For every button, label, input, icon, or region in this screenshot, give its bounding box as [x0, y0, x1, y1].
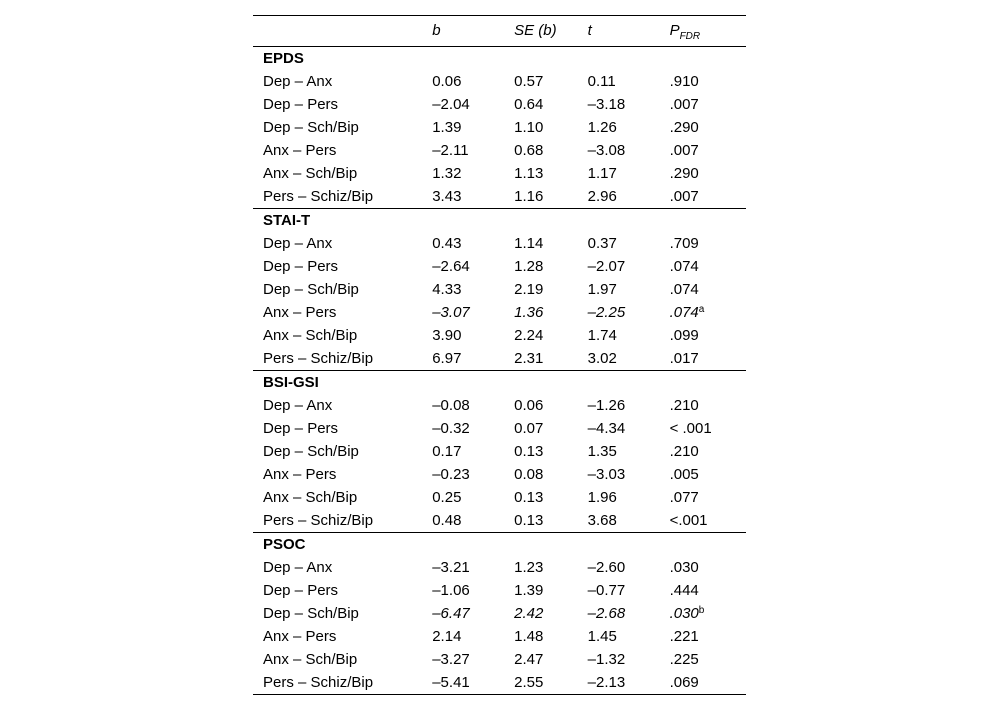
t-value-text: –0.77: [587, 582, 626, 599]
se-value-text: 0.13: [514, 512, 544, 529]
t-value-text: 1.26: [587, 119, 617, 136]
p-fdr-value-text: .074: [669, 258, 699, 275]
comparison-label: Anx – Pers: [263, 142, 337, 159]
b-value: [432, 394, 514, 417]
b-value: [432, 417, 514, 440]
p-fdr-value-text: .007: [669, 142, 699, 159]
comparison-label: Pers – Schiz/Bip: [263, 188, 374, 205]
se-value: [514, 347, 588, 371]
table-row: [253, 301, 746, 324]
regression-table: [253, 15, 746, 695]
p-fdr-value: [670, 185, 746, 209]
header-se: SE (b): [514, 16, 588, 47]
t-value: [588, 255, 670, 278]
header-row: [253, 16, 746, 47]
t-value-text: –3.03: [587, 466, 626, 483]
b-value: [432, 70, 514, 93]
p-fdr-value: [670, 347, 746, 371]
table-row: [253, 162, 746, 185]
b-value-text: –0.32: [432, 420, 470, 437]
t-value: [588, 93, 670, 116]
se-value-text: 1.16: [514, 188, 544, 205]
b-value-text: –3.07: [432, 304, 470, 321]
b-value: [432, 301, 514, 324]
comparison-label: Dep – Anx: [263, 73, 333, 90]
group-title: EPDS: [263, 50, 304, 67]
t-value-text: 1.17: [587, 165, 617, 182]
table-row: [253, 671, 746, 695]
t-value-text: –2.25: [587, 304, 626, 321]
t-value: [588, 671, 670, 695]
comparison-label: Anx – Sch/Bip: [263, 165, 358, 182]
se-value: [514, 394, 588, 417]
p-fdr-value: [670, 440, 746, 463]
table-row: [253, 278, 746, 301]
t-value-text: –2.13: [587, 674, 626, 691]
se-value: [514, 671, 588, 695]
comparison-label: Anx – Sch/Bip: [263, 489, 358, 506]
se-value-text: 2.31: [514, 350, 544, 367]
b-value-text: 0.17: [432, 443, 462, 460]
table-row: [253, 324, 746, 347]
p-fdr-value-text: .099: [669, 327, 699, 344]
se-value: [514, 278, 588, 301]
group-title: PSOC: [253, 533, 746, 557]
t-value-text: –2.07: [587, 258, 626, 275]
header-p-fdr: [670, 16, 746, 47]
t-value: [588, 556, 670, 579]
p-fdr-value: [670, 139, 746, 162]
se-value-text: 1.23: [514, 559, 544, 576]
b-value: [432, 324, 514, 347]
b-value: [432, 278, 514, 301]
se-value-text: 2.47: [514, 651, 544, 668]
t-value: [588, 440, 670, 463]
p-fdr-value-text: .074: [669, 281, 699, 298]
t-value-text: 1.97: [587, 281, 617, 298]
t-value: [588, 139, 670, 162]
t-value-text: 1.45: [587, 628, 617, 645]
b-value: [432, 671, 514, 695]
t-value-text: 1.35: [587, 443, 617, 460]
table-row: [253, 417, 746, 440]
b-value: [432, 347, 514, 371]
table-row: [253, 579, 746, 602]
t-value-text: 1.96: [587, 489, 617, 506]
p-fdr-value: [670, 232, 746, 255]
t-value: [588, 602, 670, 625]
p-fdr-value: [670, 70, 746, 93]
b-value-text: –1.06: [432, 582, 470, 599]
comparison-label: Anx – Sch/Bip: [263, 651, 358, 668]
table-row: [253, 70, 746, 93]
se-value: [514, 440, 588, 463]
b-value-text: 1.32: [432, 165, 462, 182]
table-row: [253, 116, 746, 139]
se-value: [514, 93, 588, 116]
se-value: [514, 185, 588, 209]
comparison-label: Dep – Sch/Bip: [263, 605, 359, 622]
t-value: [588, 648, 670, 671]
se-value-text: 1.10: [514, 119, 544, 136]
b-value: [432, 232, 514, 255]
b-value: [432, 463, 514, 486]
se-value-text: 1.14: [514, 235, 544, 252]
se-value: [514, 70, 588, 93]
comparison-label: Pers – Schiz/Bip: [253, 671, 432, 695]
p-fdr-value: [670, 671, 746, 695]
p-fdr-value: [670, 556, 746, 579]
group-title: STAI-T: [253, 209, 746, 233]
t-value-text: –3.18: [587, 96, 626, 113]
group-row: [253, 209, 746, 233]
se-value-text: 0.07: [514, 420, 544, 437]
b-value-text: –0.23: [432, 466, 470, 483]
p-fdr-value: [670, 394, 746, 417]
b-value: [432, 116, 514, 139]
b-value: [432, 162, 514, 185]
table-row: [253, 648, 746, 671]
table-row: [253, 93, 746, 116]
p-fdr-value-text: < .001: [669, 420, 712, 437]
comparison-label: Dep – Anx: [263, 559, 333, 576]
comparison-label: Anx – Pers: [263, 304, 337, 321]
p-fdr-value-text: .444: [669, 582, 699, 599]
b-value: [432, 579, 514, 602]
table-row: [253, 440, 746, 463]
p-fdr-value-text: .290: [669, 119, 699, 136]
t-value: [588, 579, 670, 602]
group-row: [253, 533, 746, 557]
comparison-label: Dep – Pers: [263, 96, 339, 113]
se-value-text: 2.42: [514, 605, 544, 622]
t-value-text: 3.68: [587, 512, 617, 529]
comparison-label: Dep – Sch/Bip: [263, 443, 359, 460]
p-fdr-value-text: .005: [669, 466, 699, 483]
t-value: [588, 116, 670, 139]
p-fdr-value-text: .290: [669, 165, 699, 182]
p-fdr-value-text: .210: [669, 443, 699, 460]
t-value-text: –3.08: [587, 142, 626, 159]
b-value: [432, 648, 514, 671]
p-fdr-value-text: .910: [669, 73, 699, 90]
se-value: [514, 579, 588, 602]
se-value-text: 1.39: [514, 582, 544, 599]
comparison-label: Dep – Sch/Bip: [263, 119, 359, 136]
t-value: [588, 232, 670, 255]
t-value: [588, 417, 670, 440]
p-fdr-value: [670, 116, 746, 139]
table-header: [253, 16, 746, 47]
b-value-text: –5.41: [432, 674, 470, 691]
p-fdr-value-text: .221: [669, 628, 699, 645]
p-fdr-value-text: .225: [669, 651, 699, 668]
p-fdr-value-text: .017: [669, 350, 699, 367]
se-value: [514, 139, 588, 162]
t-value: [588, 324, 670, 347]
header-t: t: [588, 16, 670, 47]
b-value-text: –3.21: [432, 559, 470, 576]
comparison-label: Pers – Schiz/Bip: [263, 350, 374, 367]
table-row: [253, 139, 746, 162]
p-fdr-value: [670, 324, 746, 347]
b-value-text: 0.25: [432, 489, 462, 506]
b-value-text: –2.64: [432, 258, 470, 275]
table-row: [253, 185, 746, 209]
se-value: [514, 486, 588, 509]
se-value: [514, 648, 588, 671]
se-value: [514, 162, 588, 185]
b-value-text: –0.08: [432, 397, 470, 414]
t-value-text: 2.96: [587, 188, 617, 205]
b-value-text: 0.06: [432, 73, 462, 90]
p-fdr-value-text: .709: [669, 235, 699, 252]
p-fdr-value: [670, 278, 746, 301]
p-fdr-value-text: .210: [669, 397, 699, 414]
se-value-text: 0.13: [514, 443, 544, 460]
t-value: [588, 509, 670, 533]
se-value: [514, 301, 588, 324]
t-value: [588, 162, 670, 185]
b-value-text: 0.48: [432, 512, 462, 529]
b-value: [432, 185, 514, 209]
group-title: BSI-GSI: [253, 371, 746, 395]
p-fdr-value: [670, 486, 746, 509]
t-value-text: –2.60: [587, 559, 626, 576]
se-value: [514, 625, 588, 648]
se-value: [514, 417, 588, 440]
b-value: [432, 93, 514, 116]
t-value: [588, 347, 670, 371]
se-value-text: 1.48: [514, 628, 544, 645]
t-value-text: –1.26: [587, 397, 626, 414]
p-fdr-value: [670, 648, 746, 671]
b-value: [432, 625, 514, 648]
comparison-label: Dep – Pers: [263, 258, 339, 275]
header-b: b: [432, 16, 514, 47]
t-value-text: –4.34: [587, 420, 626, 437]
table-row: [253, 486, 746, 509]
comparison-label: Anx – Sch/Bip: [263, 327, 358, 344]
t-value-text: –1.32: [587, 651, 626, 668]
t-value: [588, 278, 670, 301]
table-row: [253, 625, 746, 648]
t-value: [588, 625, 670, 648]
b-value: [432, 139, 514, 162]
b-value-text: –3.27: [432, 651, 470, 668]
b-value-text: 1.39: [432, 119, 462, 136]
se-value: [514, 232, 588, 255]
p-fdr-value: [670, 255, 746, 278]
se-value-text: 2.55: [514, 674, 544, 691]
p-fdr-value-text: .007: [669, 96, 699, 113]
t-value: [588, 486, 670, 509]
se-value-text: 0.08: [514, 466, 544, 483]
b-value-text: 6.97: [432, 350, 462, 367]
se-value-text: 0.06: [514, 397, 544, 414]
table-row: [253, 255, 746, 278]
t-value: [588, 463, 670, 486]
b-value: [432, 602, 514, 625]
p-fdr-value: [670, 417, 746, 440]
b-value-text: –6.47: [432, 605, 470, 622]
t-value: [588, 394, 670, 417]
b-value: [432, 440, 514, 463]
header-comparison: [253, 16, 432, 47]
se-value-text: 0.64: [514, 96, 544, 113]
p-fdr-value: [670, 463, 746, 486]
t-value: [588, 301, 670, 324]
p-fdr-value: [670, 162, 746, 185]
t-value-text: 0.11: [587, 73, 616, 90]
se-value: [514, 602, 588, 625]
p-fdr-value-text: .077: [669, 489, 699, 506]
b-value-text: –2.11: [432, 142, 469, 159]
se-value: [514, 116, 588, 139]
p-fdr-value: [670, 509, 746, 533]
comparison-label: Dep – Pers: [263, 582, 339, 599]
b-value-text: 3.43: [432, 188, 462, 205]
table-row: [253, 394, 746, 417]
se-value-text: 1.28: [514, 258, 544, 275]
b-value: [432, 556, 514, 579]
header-p-sub: FDR: [679, 31, 701, 42]
group-row: [253, 47, 746, 71]
se-value: [514, 324, 588, 347]
p-fdr-value: [670, 579, 746, 602]
se-value: [514, 556, 588, 579]
table-row: [253, 232, 746, 255]
comparison-label: Dep – Anx: [263, 235, 333, 252]
b-value-text: 2.14: [432, 628, 462, 645]
table-row: [253, 509, 746, 533]
b-value-text: 4.33: [432, 281, 462, 298]
p-fdr-value: [670, 93, 746, 116]
p-fdr-value: [670, 301, 746, 324]
b-value-text: –2.04: [432, 96, 470, 113]
b-value: [432, 509, 514, 533]
t-value-text: 0.37: [587, 235, 617, 252]
se-value: [514, 509, 588, 533]
se-value-text: 1.13: [514, 165, 544, 182]
p-fdr-value-text: .074: [669, 304, 699, 321]
comparison-label: Dep – Anx: [263, 397, 333, 414]
se-value: [514, 255, 588, 278]
footnote-marker: b: [698, 605, 705, 616]
comparison-label: Anx – Pers: [263, 628, 337, 645]
p-fdr-value-text: .007: [669, 188, 699, 205]
p-fdr-value: [670, 602, 746, 625]
table-body: [253, 47, 746, 695]
table-row: [253, 463, 746, 486]
p-fdr-value-text: .030: [669, 559, 699, 576]
comparison-label: Pers – Schiz/Bip: [263, 512, 374, 529]
se-value: [514, 463, 588, 486]
footnote-marker: a: [698, 304, 705, 315]
p-fdr-value-text: .069: [669, 674, 699, 691]
comparison-label: Dep – Sch/Bip: [263, 281, 359, 298]
p-fdr-value-text: .030: [669, 605, 699, 622]
se-value-text: 0.57: [514, 73, 544, 90]
t-value-text: 1.74: [587, 327, 617, 344]
t-value-text: 3.02: [587, 350, 617, 367]
table-row: [253, 556, 746, 579]
b-value: [432, 486, 514, 509]
b-value-text: 0.43: [432, 235, 462, 252]
p-fdr-value: [670, 625, 746, 648]
comparison-label: Anx – Pers: [263, 466, 337, 483]
group-row: [253, 371, 746, 395]
comparison-label: Dep – Pers: [263, 420, 339, 437]
b-value-text: 3.90: [432, 327, 462, 344]
se-value-text: 2.19: [514, 281, 544, 298]
header-p-main: P: [669, 22, 680, 39]
t-value-text: –2.68: [587, 605, 626, 622]
table-row: [253, 347, 746, 371]
se-value-text: 2.24: [514, 327, 544, 344]
b-value: [432, 255, 514, 278]
se-value-text: 0.13: [514, 489, 544, 506]
t-value: [588, 185, 670, 209]
se-value-text: 0.68: [514, 142, 544, 159]
table-row: [253, 602, 746, 625]
se-value-text: 1.36: [514, 304, 544, 321]
t-value: [588, 70, 670, 93]
p-fdr-value-text: <.001: [669, 512, 708, 529]
